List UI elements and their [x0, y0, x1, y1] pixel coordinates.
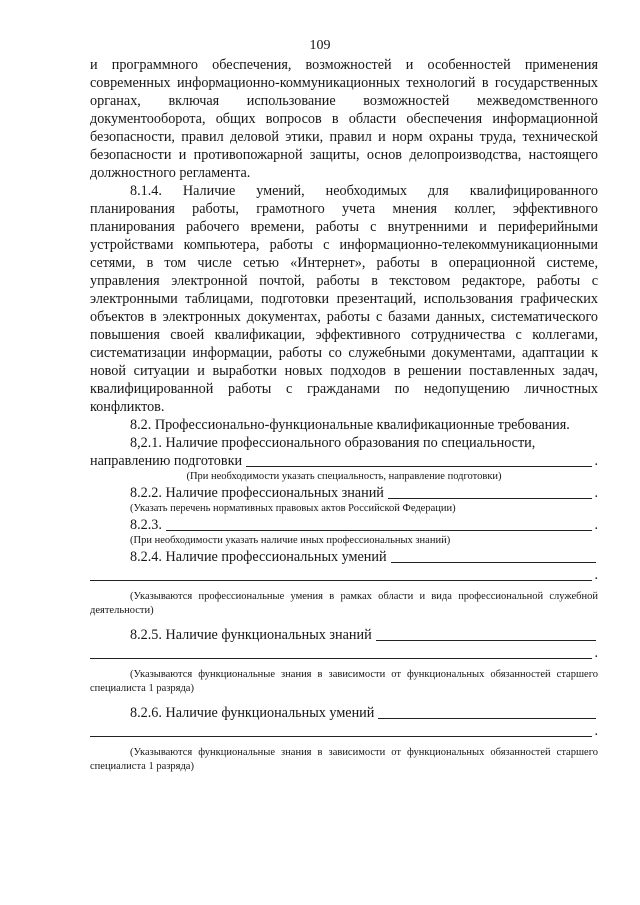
item-8-2-4-field — [90, 548, 598, 566]
document-body — [90, 56, 598, 774]
item-8-2-1-label: направлению подготовки — [90, 453, 243, 469]
item-8-2-1-field — [90, 452, 598, 470]
period-mark: . — [594, 517, 598, 533]
page-number: 109 — [309, 38, 331, 53]
note-8-2-6: (Указываются функциональные знания в зависимости от функциональных обязанностей старшего специалиста 1 разряда) — [90, 747, 598, 772]
item-8-2-4-blank[interactable] — [391, 548, 596, 563]
item-8-2-1-text: 8,2.1. Наличие профессионального образования по специальности, — [130, 435, 536, 451]
item-8-2-6-blank-line[interactable] — [90, 722, 598, 740]
paragraph-8-1-4: 8.1.4. Наличие умений, необходимых для квалифицированного планирования работы, грамотного учета мнения коллег, эффективного планирования рабочего времени, работы с внутренними и периферийными устройствами компьютера, работы с информационно-телекоммуникационными сетями, в том числе сетью «Интернет», работы в операционной системе, управления электронной почтой, работы в текстовом редакторе, работы с электронными таблицами, подготовки презентаций, использования графических объектов в электронных документах, работы с базами данных, систематического повышения своей квалификации, эффективного сотрудничества с коллегами, систематизации информации, работы со служебными документами, адаптации к новой ситуации и выработки новых подходов в решении поставленных задач, квалифицированной работы с гражданами по недопущению личностных конфликтов. — [90, 183, 598, 415]
note-8-2-3: (При необходимости указать наличие иных профессиональных знаний) — [130, 535, 451, 546]
note-8-2-5: (Указываются функциональные знания в зависимости от функциональных обязанностей старшего специалиста 1 разряда) — [90, 669, 598, 694]
item-8-2-5-blank[interactable] — [376, 626, 596, 641]
period-mark: . — [594, 567, 598, 583]
period-mark: . — [594, 453, 598, 469]
item-8-2-3-label: 8.2.3. — [130, 517, 162, 533]
item-8-2-2-label: 8.2.2. Наличие профессиональных знаний — [130, 485, 384, 501]
paragraph-8-2: 8.2. Профессионально-функциональные квалификационные требования. — [130, 417, 570, 433]
note-8-2-2: (Указать перечень нормативных правовых актов Российской Федерации) — [130, 503, 456, 514]
item-8-2-6-field — [90, 704, 598, 722]
item-8-2-5-label: 8.2.5. Наличие функциональных знаний — [130, 627, 372, 643]
item-8-2-2-field — [90, 484, 598, 502]
paragraph-knowledge-continuation: и программного обеспечения, возможностей и особенностей применения современных информационно-коммуникационных технологий в государственных органах, включая использование возможностей межведомственного документооборота, общих вопросов в области обеспечения информационной безопасности, правил деловой этики, правил и норм охраны труда, технической безопасности и противопожарной защиты, основ делопроизводства, настоящего должностного регламента. — [90, 57, 598, 181]
item-8-2-6-label: 8.2.6. Наличие функциональных умений — [130, 705, 375, 721]
note-8-2-1: (При необходимости указать специальность, направление подготовки) — [186, 471, 502, 482]
item-8-2-4-blank-line[interactable] — [90, 566, 598, 584]
item-8-2-2-blank[interactable] — [388, 484, 593, 499]
item-8-2-1-blank[interactable] — [246, 452, 592, 467]
period-mark: . — [594, 645, 598, 661]
period-mark: . — [594, 485, 598, 501]
period-mark: . — [594, 723, 598, 739]
note-8-2-4: (Указываются профессиональные умения в рамках области и вида профессиональной служебной деятельности) — [90, 591, 598, 616]
item-8-2-3-field — [90, 516, 598, 534]
item-8-2-3-blank[interactable] — [166, 516, 593, 531]
item-8-2-6-blank[interactable] — [378, 704, 596, 719]
item-8-2-4-label: 8.2.4. Наличие профессиональных умений — [130, 549, 387, 565]
item-8-2-5-blank-line[interactable] — [90, 644, 598, 662]
item-8-2-5-field — [90, 626, 598, 644]
